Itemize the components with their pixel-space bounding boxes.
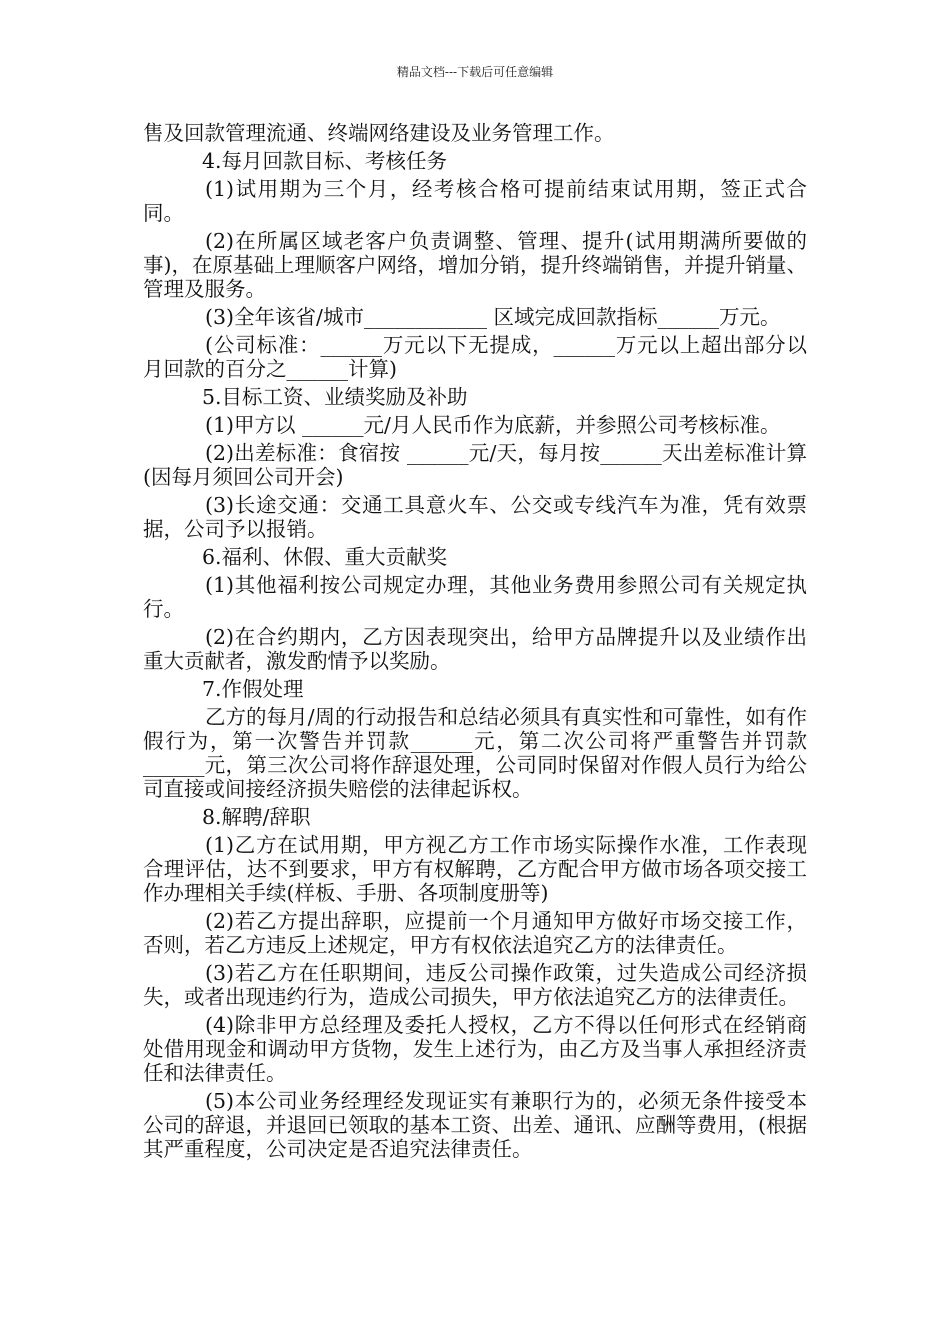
clause-8-1: (1)乙方在试用期，甲方视乙方工作市场实际操作水准，工作表现合理评估，达不到要求，甲方有权解聘，乙方配合甲方做市场各项交接工作办理相关手续(样板、手册、各项制度册等) xyxy=(143,833,807,905)
clause-5-3: (3)长途交通：交通工具意火车、公交或专线汽车为准，凭有效票据，公司予以报销。 xyxy=(143,493,807,541)
clause-4-standard: (公司标准：______万元以下无提成，______万元以上超出部分以月回款的百分之______计算) xyxy=(143,333,807,381)
clause-6-1: (1)其他福利按公司规定办理，其他业务费用参照公司有关规定执行。 xyxy=(143,573,807,621)
clause-8-2: (2)若乙方提出辞职，应提前一个月通知甲方做好市场交接工作，否则，若乙方违反上述规定，甲方有权依法追究乙方的法律责任。 xyxy=(143,909,807,957)
clause-4-2: (2)在所属区域老客户负责调整、管理、提升(试用期满所要做的事)，在原基础上理顺客户网络，增加分销，提升终端销售，并提升销量、管理及服务。 xyxy=(143,229,807,301)
clause-5-1: (1)甲方以 ______元/月人民币作为底薪，并参照公司考核标准。 xyxy=(205,413,781,437)
clause-8-4: (4)除非甲方总经理及委托人授权，乙方不得以任何形式在经销商处借用现金和调动甲方货物，发生上述行为，由乙方及当事人承担经济责任和法律责任。 xyxy=(143,1013,807,1085)
clause-8-3: (3)若乙方在任职期间，违反公司操作政策，过失造成公司经济损失，或者出现违约行为，造成公司损失，甲方依法追究乙方的法律责任。 xyxy=(143,961,807,1009)
clause-8-5: (5)本公司业务经理经发现证实有兼职行为的，必须无条件接受本公司的辞退，并退回已领取的基本工资、出差、通讯、应酬等费用，(根据其严重程度，公司决定是否追究法律责任。 xyxy=(143,1089,807,1161)
clause-6-2: (2)在合约期内，乙方因表现突出，给甲方品牌提升以及业绩作出重大贡献者，激发酌情予以奖励。 xyxy=(143,625,807,673)
section-heading-5: 5.目标工资、业绩奖励及补助 xyxy=(202,385,468,409)
section-heading-4: 4.每月回款目标、考核任务 xyxy=(202,149,448,173)
section-heading-7: 7.作假处理 xyxy=(202,677,304,701)
section-heading-6: 6.福利、休假、重大贡献奖 xyxy=(202,545,448,569)
section-heading-8: 8.解聘/辞职 xyxy=(202,805,311,829)
clause-5-2: (2)出差标准：食宿按 ______元/天，每月按______天出差标准计算(因每月须回公司开会) xyxy=(143,441,807,489)
clause-4-1: (1)试用期为三个月，经考核合格可提前结束试用期，签正式合同。 xyxy=(143,177,807,225)
document-body xyxy=(143,121,807,1165)
clause-7-body: 乙方的每月/周的行动报告和总结必须具有真实性和可靠性，如有作假行为，第一次警告并罚款______元，第二次公司将严重警告并罚款______元，第三次公司将作辞退处理，公司同时保留对作假人员行为给公司直接或间接经济损失赔偿的法律起诉权。 xyxy=(143,705,807,801)
clause-4-3: (3)全年该省/城市____________ 区域完成回款指标______万元。 xyxy=(205,305,781,329)
paragraph-continued: 售及回款管理流通、终端网络建设及业务管理工作。 xyxy=(143,121,615,145)
page-header: 精品文档---下载后可任意编辑 xyxy=(396,65,554,79)
